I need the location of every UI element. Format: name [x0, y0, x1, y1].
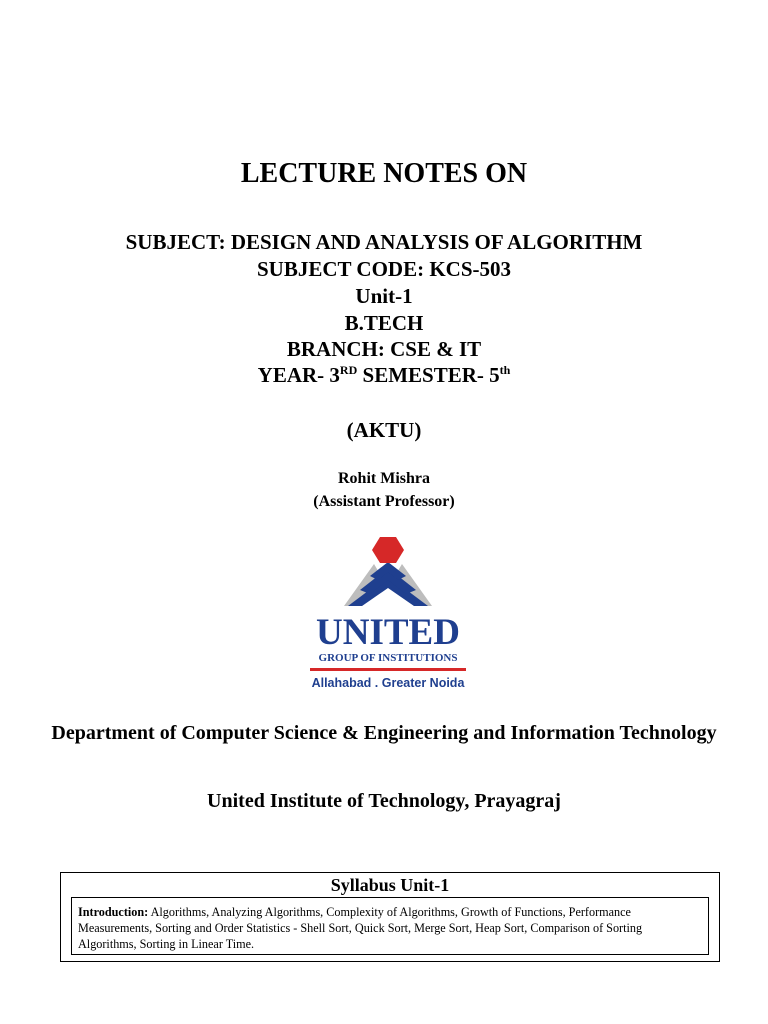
university-line: (AKTU) [346, 418, 422, 442]
logo-red-hexagon [372, 537, 404, 563]
page-title: LECTURE NOTES ON [240, 158, 528, 189]
syllabus-title: Syllabus Unit-1 [330, 875, 450, 895]
year-semester-line [0, 363, 768, 388]
logo-tagline: GROUP OF INSTITUTIONS [318, 652, 458, 664]
degree-line: B.TECH [344, 311, 424, 335]
year-prefix: YEAR- 3 [257, 363, 340, 387]
syllabus-content [71, 897, 709, 955]
author-role: (Assistant Professor) [313, 493, 455, 510]
unit-line: Unit-1 [355, 284, 413, 308]
logo-locations: Allahabad . Greater Noida [311, 676, 465, 690]
author-name: Rohit Mishra [338, 470, 430, 487]
year-sup: RD [339, 363, 358, 377]
institute-name: United Institute of Technology, Prayagraj [207, 790, 561, 812]
syllabus-intro-text: Algorithms, Analyzing Algorithms, Complexity of Algorithms, Growth of Functions, Performance Measurements, Sorting and Order Statistics - Shell Sort, Quick Sort, Merge Sort, Heap Sort, Comparison of Sorting Algorithms, Sorting in Linear Time. [78, 905, 643, 951]
department-name: Department of Computer Science & Engineering and Information Technology [51, 722, 717, 744]
semester-sup: th [499, 363, 511, 377]
logo-red-rule [310, 668, 466, 671]
branch-line: BRANCH: CSE & IT [286, 337, 482, 361]
united-logo [300, 532, 476, 692]
syllabus-intro-label: Introduction: [78, 905, 149, 919]
syllabus-box [60, 872, 720, 962]
logo-wordmark: UNITED [316, 612, 460, 653]
semester-prefix: SEMESTER- 5 [357, 363, 500, 387]
subject-line: SUBJECT: DESIGN AND ANALYSIS OF ALGORITHM [125, 230, 643, 254]
subject-code-line: SUBJECT CODE: KCS-503 [257, 257, 511, 281]
